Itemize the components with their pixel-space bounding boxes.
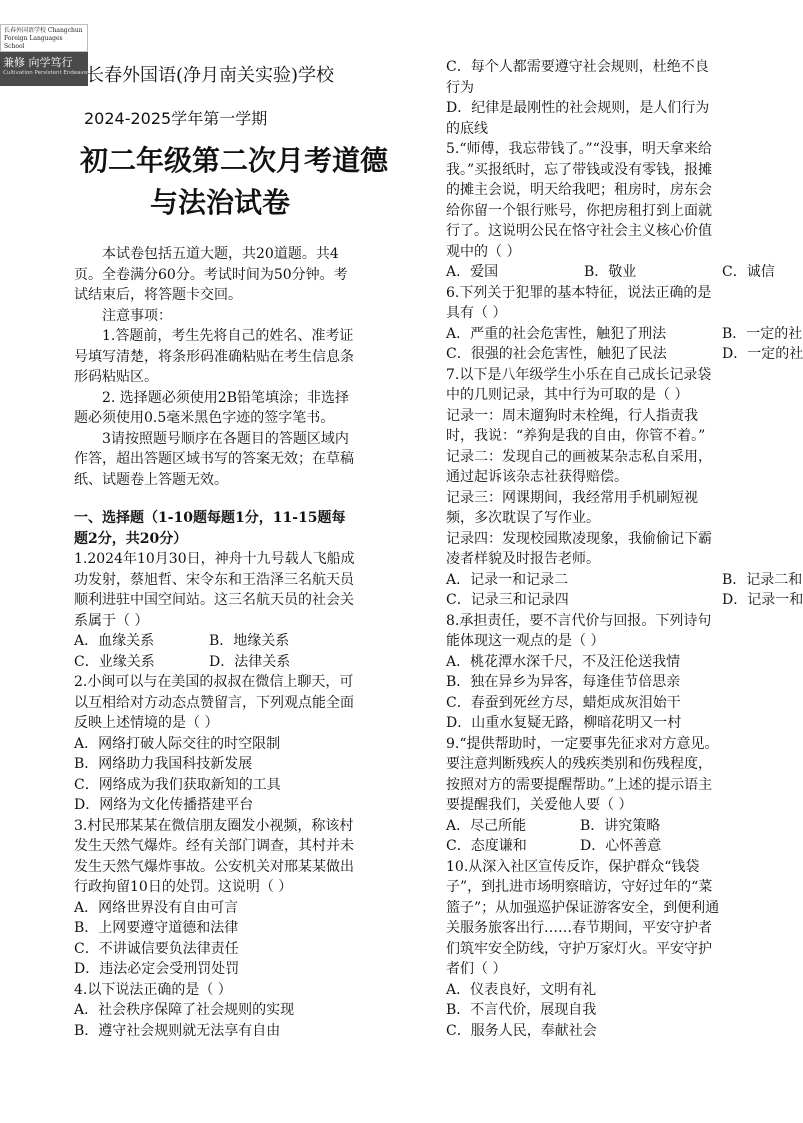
q2-option-b: B．网络助力我国科技新发展: [74, 756, 253, 772]
note-3: 3请按照题号顺序在各题目的答题区域内作答，超出答题区域书写的答案无效；在草稿纸、试题卷上答题无效。: [74, 430, 354, 488]
question-6-options-row1: [446, 324, 803, 345]
q6-option-d: D．一定的社: [722, 346, 803, 362]
exam-title-line2: 与法治试卷: [150, 186, 291, 219]
school-logo: [0, 24, 88, 86]
q5-option-c: C．诚信: [722, 264, 775, 280]
q10-option-b: B．不言代价，展现自我: [446, 1002, 597, 1018]
q9-option-c: C．态度谦和: [446, 838, 527, 854]
section-title: 一、选择题（1-10题每题1分，11-15题每题2分，共20分）: [74, 510, 346, 547]
q8-option-b: B．独在异乡为异客，每逢佳节倍思亲: [446, 674, 681, 690]
instructions-intro: 本试卷包括五道大题，共20道题。共4页。全卷满分60分。考试时间为50分钟。考试结束后，将答题卡交回。: [74, 246, 348, 303]
q6-option-a: A．严重的社会危害性，触犯了刑法: [446, 325, 667, 342]
logo-band: [0, 52, 88, 86]
question-6-options-row2: [446, 344, 803, 365]
q7-record-1: 记录一：周末遛狗时未栓绳，行人指责我时，我说：“养狗是我的自由，你管不着。”: [446, 407, 706, 444]
question-4-stem: 4.以下说法正确的是（ ）: [74, 981, 232, 998]
q2-option-c: C．网络成为我们获取新知的工具: [74, 776, 281, 793]
q8-option-c: C．春蚕到死丝方尽，蜡炬成灰泪始干: [446, 694, 681, 711]
question-6-stem: 6.下列关于犯罪的基本特征，说法正确的是具有（ ）: [446, 284, 712, 321]
q7-option-d: D．记录一和: [722, 592, 803, 608]
q8-option-a: A．桃花潭水深千尺，不及汪伦送我情: [446, 653, 681, 670]
q8-option-d: D．山重水复疑无路，柳暗花明又一村: [446, 715, 682, 731]
left-column: [74, 244, 356, 1041]
school-term: 2024-2025学年第一学期: [84, 109, 268, 128]
note-2: 2. 选择题必须使用2B铅笔填涂；非选择题必须使用0.5毫米黑色字迹的签字笔书。: [74, 389, 350, 426]
q9-option-a: A．尽己所能: [446, 817, 527, 834]
q3-option-a: A．网络世界没有自由可言: [74, 899, 239, 916]
q4-option-c: C．每个人都需要遵守社会规则，杜绝不良行为: [446, 59, 709, 96]
question-10-stem: 10.从深入社区宣传反诈，保护群众“钱袋子”，到扎进市场明察暗访，守好过年的“菜篮子”；从加强巡护保证游客安全，到便利通关服务旅客出行……春节期间，平安守护者们筑牢安全防线，守护万家灯火。平安守护者们（ ）: [446, 858, 720, 977]
question-9-options-row1: [446, 816, 794, 837]
q5-option-b: B．敬业: [584, 264, 637, 280]
logo-motto-english: Cultivation Persistent Endeavor: [3, 70, 90, 76]
q3-option-d: D．违法必定会受刑罚处罚: [74, 961, 240, 977]
q10-option-c: C．服务人民，奉献社会: [446, 1022, 597, 1039]
q5-option-a: A．爱国: [446, 264, 499, 280]
q1-option-a: A．血缘关系: [74, 633, 155, 649]
question-8-stem: 8.承担责任，要不言代价与回报。下列诗句能体现这一观点的是（ ）: [446, 612, 712, 649]
question-9-stem: 9.“提供帮助时，一定要事先征求对方意见。要注意判断残疾人的残疾类别和伤残程度，按照对方的需要提醒帮助。”上述的提示语主要提醒我们，关爱他人要（ ）: [446, 735, 719, 813]
question-7-stem: 7.以下是八年级学生小乐在自己成长记录袋中的几则记录，其中行为可取的是（ ）: [446, 366, 712, 403]
question-5-options: [446, 262, 794, 283]
q7-record-2: 记录二：发现自己的画被某杂志私自采用，通过起诉该杂志社获得赔偿。: [446, 448, 712, 485]
school-name: 长春外国语(净月南关实验)学校: [86, 65, 335, 86]
question-3-stem: 3.村民邢某某在微信朋友圈发小视频，称该村发生天然气爆炸。经有关部门调查，其村并未发生天然气爆炸事故。公安机关对邢某某做出行政拘留10日的处罚。这说明（ ）: [74, 817, 354, 895]
question-7-options-row2: [446, 590, 803, 611]
question-5-stem: 5.“师傅，我忘带钱了。”“没事，明天拿来给我。”买报纸时，忘了带钱或没有零钱，报摊的摊主会说，明天给我吧；租房时，房东会给你留一个银行账号，你把房租打到上面就行了。这说明公民在恪守社会主义核心价值观中的（ ）: [446, 141, 713, 260]
q1-option-d: D．法律关系: [209, 653, 291, 670]
notes-title: 注意事项：: [102, 307, 172, 324]
q4-option-a: A．社会秩序保障了社会规则的实现: [74, 1002, 295, 1018]
question-1-options-row1: [74, 631, 356, 652]
q9-option-b: B．讲究策略: [580, 817, 661, 834]
q7-record-4: 记录四：发现校园欺凌现象，我偷偷记下霸凌者样貌及时报告老师。: [446, 530, 712, 567]
exam-title-line1: 初二年级第二次月考道德: [80, 144, 389, 177]
logo-motto: 兼修 向学笃行: [3, 56, 73, 69]
note-1: 1.答题前，考生先将自己的姓名、准考证号填写清楚，将条形码准确粘贴在考生信息条形码粘贴区。: [74, 328, 354, 385]
spacer: [74, 490, 356, 508]
q3-option-b: B．上网要遵守道德和法律: [74, 920, 239, 936]
q4-option-b: B．遵守社会规则就无法享有自由: [74, 1022, 281, 1039]
q1-option-c: C．业缘关系: [74, 653, 155, 670]
q7-option-b: B．记录二和: [722, 571, 803, 588]
question-1-stem: 1.2024年10月30日，神舟十九号载人飞船成功发射，蔡旭哲、宋令东和王浩泽三名航天员顺利进驻中国空间站。这三名航天员的社会关系属于（ ）: [74, 551, 355, 629]
q1-option-b: B．地缘关系: [209, 633, 290, 649]
q7-record-3: 记录三：网课期间，我经常用手机刷短视频，多次耽误了写作业。: [446, 489, 698, 526]
q3-option-c: C．不讲诚信要负法律责任: [74, 940, 239, 957]
question-2-stem: 2.小闽可以与在美国的叔叔在微信上聊天，可以互相给对方动态点赞留言，下列观点能全面反映上述情境的是（ ）: [74, 674, 354, 731]
question-9-options-row2: [446, 836, 794, 857]
q2-option-d: D．网络为文化传播搭建平台: [74, 797, 254, 813]
q2-option-a: A．网络打破人际交往的时空限制: [74, 735, 281, 752]
question-7-options-row1: [446, 570, 803, 591]
q4-option-d: D．纪律是最刚性的社会规则，是人们行为的底线: [446, 100, 710, 137]
q9-option-d: D．心怀善意: [580, 838, 662, 854]
q10-option-a: A．仪表良好，文明有礼: [446, 981, 597, 998]
logo-school-name: 长春外国语学校 Changchun Foreign Languages School: [0, 24, 88, 52]
q7-option-c: C．记录三和记录四: [446, 592, 569, 608]
q6-option-b: B．一定的社: [722, 325, 803, 342]
question-1-options-row2: [74, 652, 356, 673]
q6-option-c: C．很强的社会危害性，触犯了民法: [446, 346, 667, 362]
q7-option-a: A．记录一和记录二: [446, 571, 569, 588]
right-column: [446, 57, 803, 1041]
